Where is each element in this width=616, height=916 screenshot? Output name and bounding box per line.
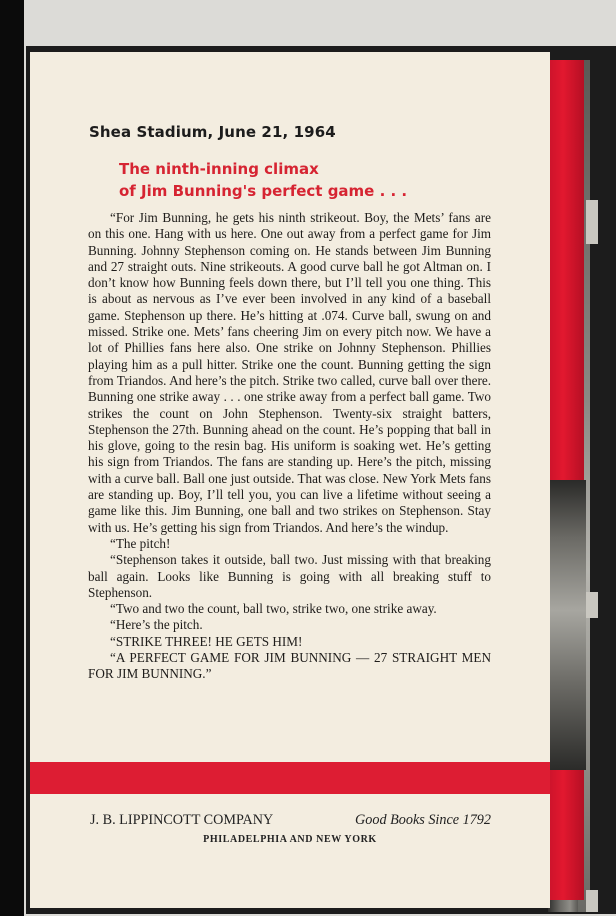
headline (119, 158, 407, 202)
transcript-paragraph: “A PERFECT GAME FOR JIM BUNNING — 27 STRAIGHT MEN FOR JIM BUNNING.” (88, 650, 491, 682)
dark-background-edge (0, 0, 24, 916)
spine-letter-mark (586, 592, 598, 618)
page-title: Shea Stadium, June 21, 1964 (89, 123, 336, 141)
headline-line: of Jim Bunning's perfect game . . . (119, 182, 408, 200)
transcript-paragraph: “Two and two the count, ball two, strike two, one strike away. (110, 601, 437, 617)
spine-letter-mark (586, 200, 598, 244)
transcript-paragraph: “For Jim Bunning, he gets his ninth strikeout. Boy, the Mets’ fans are on this one. Hang with us here. One out away from a perfect game for Jim Bunning. Johnny Stephenson coming on. He stands between Jim Bunning and 27 straight outs. Nine strikeouts. A good curve ball he got Altman on. I don’t know how Bunning feels down there, but I’ll tell you one thing. This is about as nervous as I’ve ever been involved in any kind of a baseball game. Stephenson up there. He’s hitting at .074. Curve ball, swung on and missed. Strike one. Mets’ fans cheering Jim on every pitch now. We have a lot of Phillies fans here also. One strike on Johnny Stephenson. Phillies playing him as a pull hitter. Strike one the count. Bunning getting the sign from Triandos. And here’s the pitch. Strike two called, curve ball over there. Bunning one strike away . . . one strike away from a perfect ball game. Two strikes the count on John Stephenson. Twenty-six straight batters, Stephenson the 27th. Bunning ahead on the count. He’s popping that ball in his glove, going to the resin bag. His uniform is soaking wet. He’s getting his sign from Triandos. The fans are standing up. Here’s the pitch, missing with a curve ball. Ball one just outside. That was close. New York Mets fans are standing up. Boy, I’ll tell you, you can live a lifetime without seeing a game like this. Jim Bunning, one ball and two strikes on Stephenson. Stay with us. He’s getting his sign from Triandos. And here’s the windup. (88, 210, 491, 535)
publisher-name: J. B. LIPPINCOTT COMPANY (90, 812, 274, 828)
broadcast-transcript (88, 210, 491, 683)
transcript-paragraph: “Stephenson takes it outside, ball two. Just missing with that breaking ball again. Looks like Bunning is going with all breaking stuff to Stephenson. (88, 552, 491, 600)
transcript-paragraph: “The pitch! (110, 535, 171, 551)
spine-letter-mark (586, 890, 598, 912)
spine-photo-section (544, 480, 586, 770)
headline-line: The ninth-inning climax (119, 160, 319, 178)
red-divider-band (30, 762, 550, 794)
publisher-city: PHILADELPHIA AND NEW YORK (203, 834, 377, 845)
transcript-paragraph: “Here’s the pitch. (110, 617, 203, 633)
publisher-tagline: Good Books Since 1792 (355, 812, 491, 828)
transcript-paragraph: “STRIKE THREE! HE GETS HIM! (110, 633, 303, 649)
